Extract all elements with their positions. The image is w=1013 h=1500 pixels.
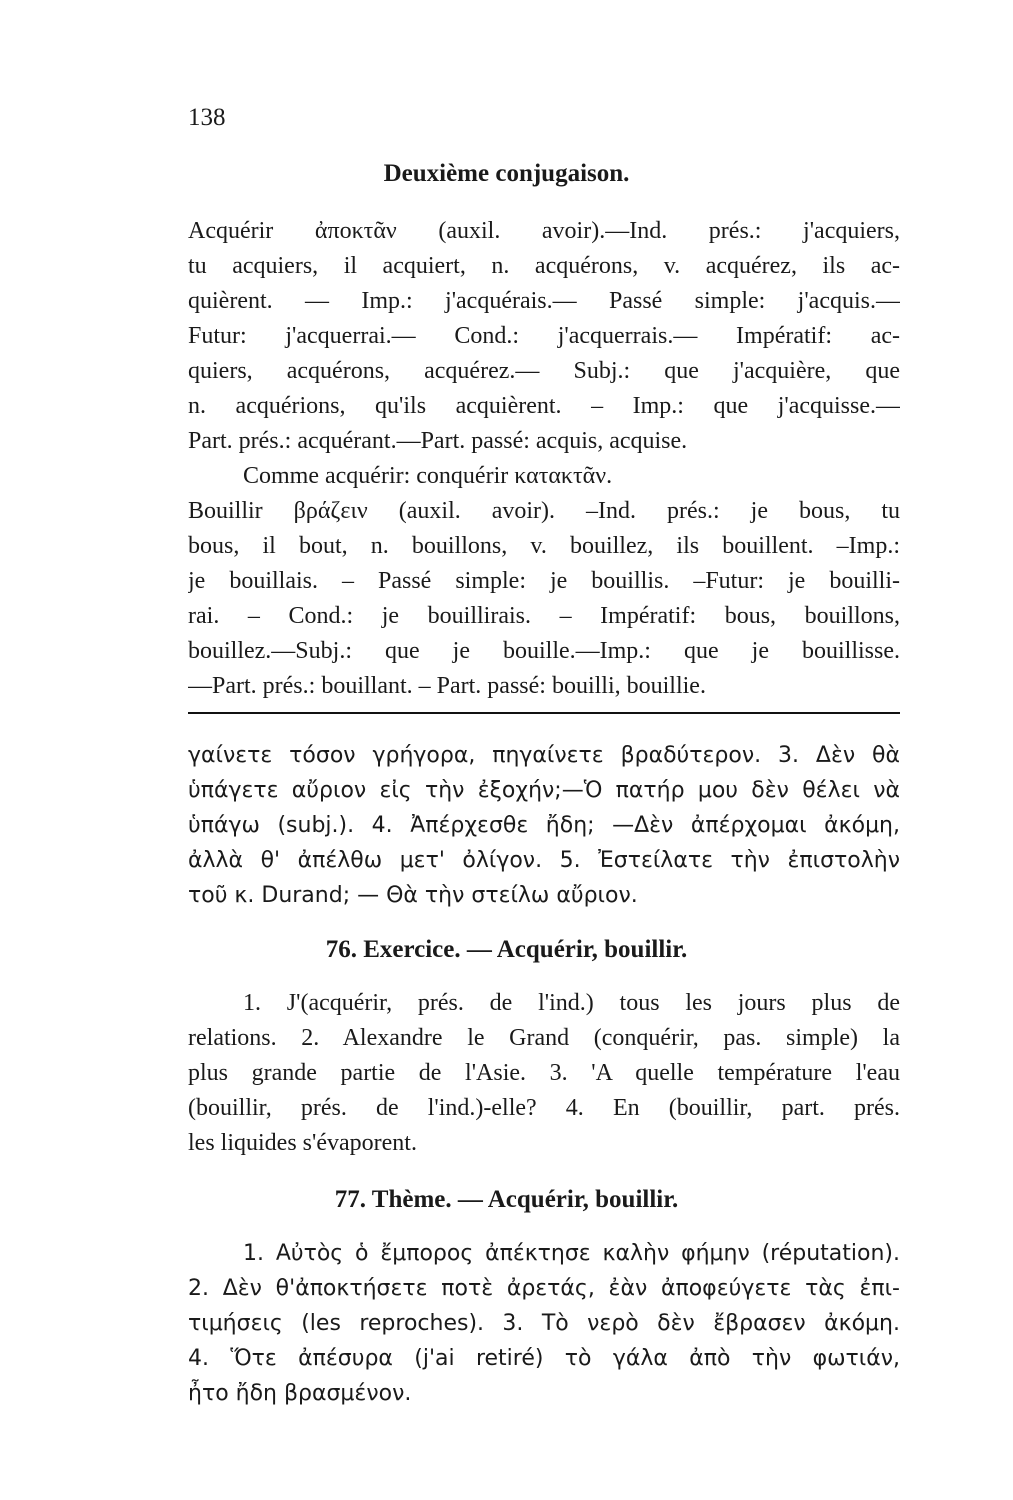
conj-line: bouillez.—Subj.: que je bouille.—Imp.: que je bouillisse. (188, 638, 900, 664)
conj-line: quiers, acquérons, acquérez.— Subj.: que j'acquière, que (188, 358, 900, 384)
greek-block (188, 738, 900, 913)
conj-line: bous, il bout, n. bouillons, v. bouillez, ils bouillent. –Imp.: (188, 533, 900, 559)
theme-line: 2. Δὲν θ'ἀποκτήσετε ποτὲ ἀρετάς, ἐὰν ἀποφεύγετε τὰς ἐπι- (188, 1276, 900, 1301)
exercise-line: plus grande partie de l'Asie. 3. 'A quelle température l'eau (188, 1060, 900, 1086)
conj-line: n. acquérions, qu'ils acquièrent. – Imp.: que j'acquisse.— (188, 393, 900, 419)
greek-line: ὑπάγω (subj.). 4. Ἀπέρχεσθε ἤδη; —Δὲν ἀπέρχομαι ἀκόμη, (188, 813, 900, 838)
exercise-heading: 76. Exercice. — Acquérir, bouillir. (325, 936, 688, 963)
greek-line: ἀλλὰ θ' ἀπέλθω μετ' ὀλίγον. 5. Ἐστείλατε τὴν ἐπιστολὴν (188, 848, 900, 873)
theme-heading: 77. Thème. — Acquérir, bouillir. (334, 1186, 679, 1213)
conj-line: Bouillir βράζειν (auxil. avoir). –Ind. prés.: je bous, tu (188, 498, 900, 524)
theme-line: 4. Ὅτε ἀπέσυρα (j'ai retiré) τὸ γάλα ἀπὸ τὴν φωτιάν, (188, 1346, 900, 1371)
page-number: 138 (188, 104, 226, 131)
greek-line: γαίνετε τόσον γρήγορα, πηγαίνετε βραδύτερον. 3. Δὲν θὰ (188, 743, 900, 768)
exercise-block (188, 986, 900, 1161)
conj-line: tu acquiers, il acquiert, n. acquérons, v. acquérez, ils ac- (188, 253, 900, 279)
theme-line: 1. Αὐτὸς ὁ ἔμπορος ἀπέκτησε καλὴν φήμην (réputation). (243, 1241, 900, 1266)
conj-line: Acquérir ἀποκτᾶν (auxil. avoir).—Ind. prés.: j'acquiers, (188, 218, 900, 244)
conj-line: Part. prés.: acquérant.—Part. passé: acquis, acquise. (188, 428, 688, 454)
exercise-line: 1. J'(acquérir, prés. de l'ind.) tous les jours plus de (243, 990, 900, 1016)
conj-line: je bouillais. – Passé simple: je bouillis. –Futur: je bouilli- (188, 568, 900, 594)
conj-line: rai. – Cond.: je bouillirais. – Impératif: bous, bouillons, (188, 603, 900, 629)
exercise-line: les liquides s'évaporent. (188, 1130, 417, 1156)
theme-block (188, 1236, 900, 1411)
section-title: Deuxième conjugaison. (383, 160, 630, 187)
exercise-line: (bouillir, prés. de l'ind.)-elle? 4. En (bouillir, part. prés. (188, 1095, 900, 1121)
conj-line: —Part. prés.: bouillant. – Part. passé: bouilli, bouillie. (188, 673, 706, 699)
conj-line: Futur: j'acquerrai.— Cond.: j'acquerrais.— Impératif: ac- (188, 323, 900, 349)
theme-line: τιμήσεις (les reproches). 3. Τὸ νερὸ δὲν ἔβρασεν ἀκόμη. (188, 1311, 900, 1336)
conj-line: Comme acquérir: conquérir κατακτᾶν. (243, 463, 613, 489)
exercise-line: relations. 2. Alexandre le Grand (conquérir, pas. simple) la (188, 1025, 900, 1051)
conjugation-block (188, 214, 900, 704)
greek-line: τοῦ κ. Durand; — Θὰ τὴν στείλω αὔριον. (188, 883, 638, 908)
divider-rule (188, 712, 900, 714)
theme-line: ἦτο ἤδη βρασμένον. (188, 1381, 412, 1406)
greek-line: ὑπάγετε αὔριον εἰς τὴν ἐξοχήν;—Ὁ πατήρ μου δὲν θέλει νὰ (188, 778, 900, 803)
conj-line: quièrent. — Imp.: j'acquérais.— Passé simple: j'acquis.— (188, 288, 900, 314)
